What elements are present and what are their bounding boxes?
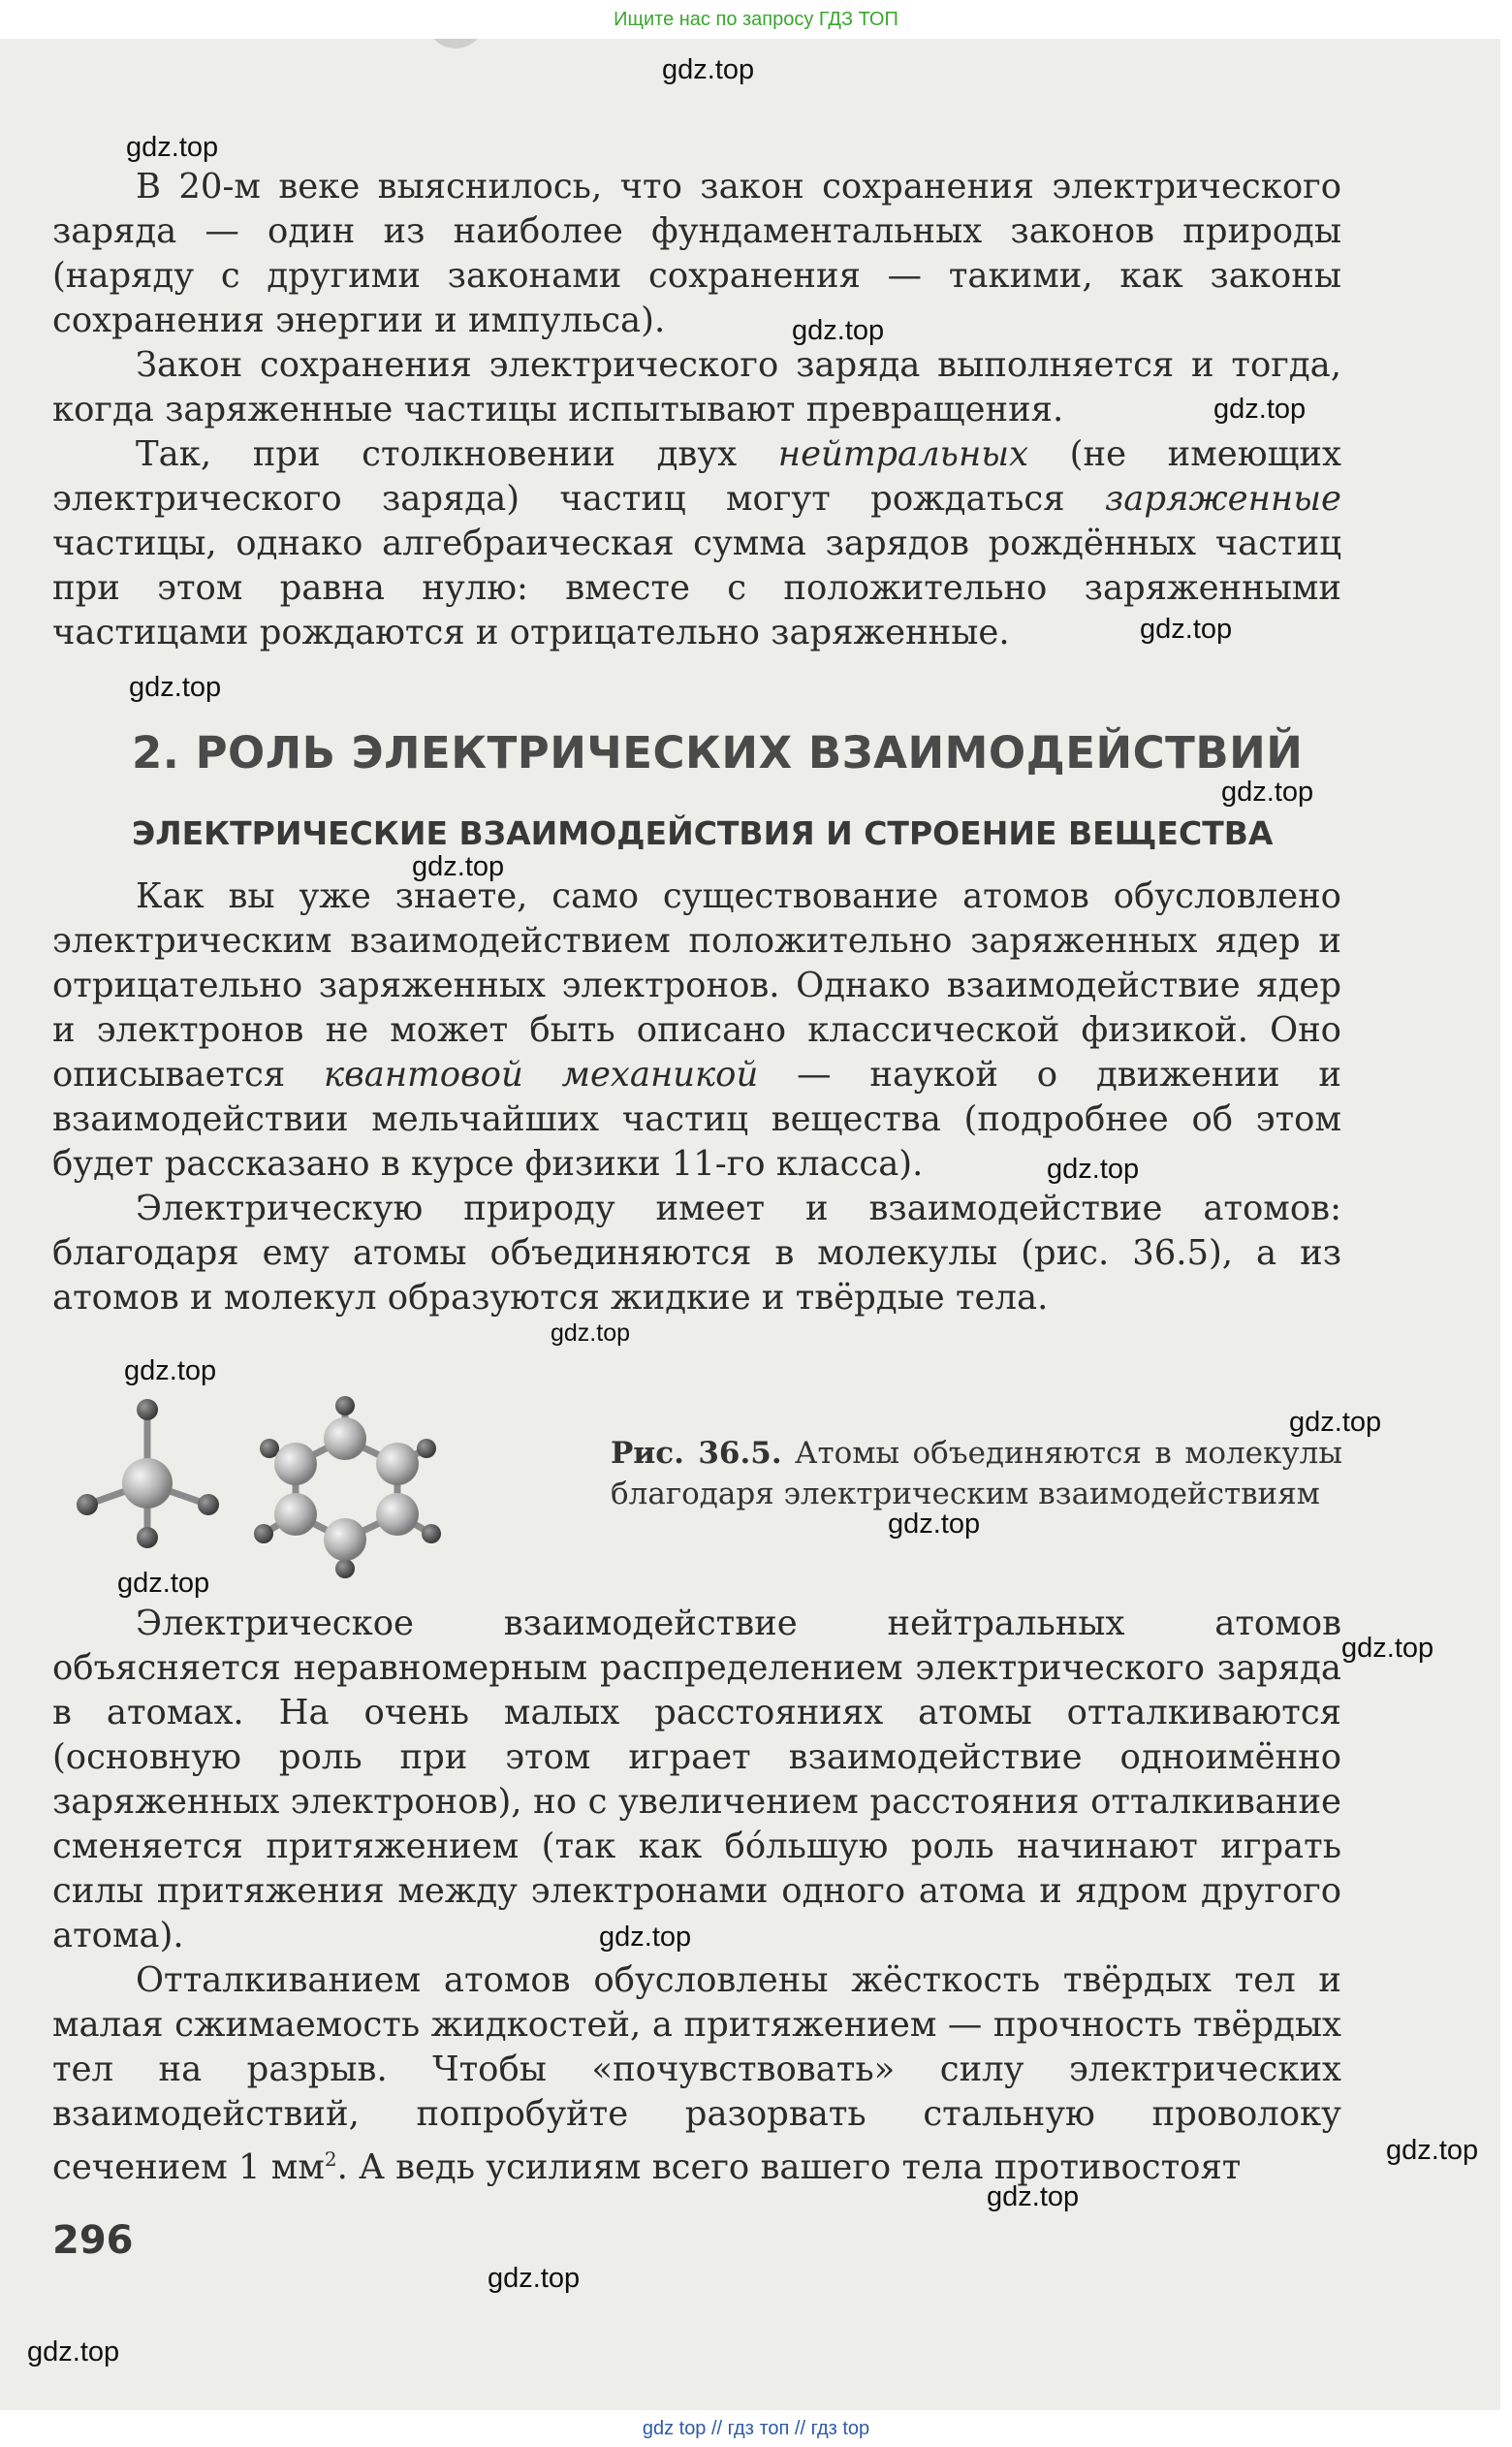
carbon-atom <box>376 1443 419 1485</box>
paragraph-molecules: Электрическую природу имеет и взаимодействие атомов: благодаря ему атомы объединяются в молекулы (рис. 36.5), а из атомов и молекул образуются жидкие и твёрдые тела. <box>52 1189 1341 1318</box>
hydrogen-atom <box>137 1527 158 1548</box>
carbon-atom <box>122 1458 173 1509</box>
watermark: gdz.top <box>888 1509 981 1540</box>
hydrogen-atom <box>254 1524 273 1543</box>
bottom-banner <box>0 2410 1512 2447</box>
molecule-figure <box>58 1367 582 1580</box>
watermark: gdz.top <box>124 1355 217 1386</box>
top-banner-text[interactable]: Ищите нас по запросу ГДЗ ТОП <box>614 9 898 30</box>
hydrogen-atom <box>335 1396 355 1415</box>
watermark: gdz.top <box>792 315 885 346</box>
paragraph-atoms-existence: Как вы уже знаете, само существование атомов обусловлено электрическим взаимодействием положительно заряженных ядер и отрицательно заряженных электронов. Однако взаимодействие ядер и электронов не может быть описано классической физикой. Оно описывается квантовой механикой — наукой о движении и взаимодействии мельчайших частиц вещества (подробнее об этом будет рассказано в курсе физики 11-го класса). <box>52 876 1341 1184</box>
hydrogen-atom <box>422 1524 441 1543</box>
watermark: gdz.top <box>27 2336 120 2368</box>
watermark: gdz.top <box>551 1319 631 1347</box>
watermark: gdz.top <box>1140 614 1233 645</box>
watermark: gdz.top <box>412 851 505 882</box>
figure-label: Рис. 36.5. <box>611 1436 782 1471</box>
carbon-atom <box>324 1417 366 1460</box>
watermark: gdz.top <box>129 672 222 703</box>
hydrogen-atom <box>77 1494 98 1515</box>
section-title: 2. РОЛЬ ЭЛЕКТРИЧЕСКИХ ВЗАИМОДЕЙСТВИЙ <box>132 727 1304 779</box>
paragraph-repulsion: Отталкиванием атомов обусловлены жёсткость твёрдых тел и малая сжимаемость жидкостей, а притяжением — прочность твёрдых тел на разрыв. Чтобы «почувствовать» силу электрических взаимодействий, попробуйте разорвать стальную проволоку сечением 1 $мм^2$. А ведь усилиям всего вашего тела противостоят <box>52 1960 1341 2187</box>
top-banner <box>0 0 1512 39</box>
watermark: gdz.top <box>1386 2135 1479 2166</box>
watermark: gdz.top <box>117 1568 210 1599</box>
watermark: gdz.top <box>126 132 219 163</box>
paragraph-neutral-collision: Так, при столкновении двух нейтральных (не имеющих электрического заряда) частиц могут рождаться заряженные частицы, однако алгебраическая сумма зарядов рождённых частиц при этом равна нулю: вместе с положительно заряженными частицами рождаются и отрицательно заряженные. <box>52 434 1341 652</box>
text-block-interaction <box>52 1602 1341 2190</box>
figure-caption: Рис. 36.5. Атомы объединяются в молекулы благодаря электрическим взаимодействиям <box>611 1436 1342 1511</box>
text-block-structure <box>52 874 1341 1320</box>
watermark: gdz.top <box>488 2263 581 2294</box>
hydrogen-atom <box>417 1439 436 1458</box>
hydrogen-atom <box>335 1559 355 1578</box>
subsection-title: ЭЛЕКТРИЧЕСКИЕ ВЗАИМОДЕЙСТВИЯ И СТРОЕНИЕ ВЕЩЕСТВА <box>132 814 1274 852</box>
watermark: gdz.top <box>1047 1154 1140 1185</box>
paragraph-neutral-atoms: Электрическое взаимодействие нейтральных атомов объясняется неравномерным распределением электрического заряда в атомах. На очень малых расстояниях атомы отталкиваются (основную роль при этом играет взаимодействие одноимённо заряженных электронов), но с увеличением расстояния отталкивание сменяется притяжением (так как бóльшую роль начинают играть силы притяжения между электронами одного атома и ядром другого атома). <box>52 1604 1341 1955</box>
carbon-atom <box>376 1493 419 1536</box>
carbon-atom <box>274 1443 317 1485</box>
page-number: 296 <box>52 2218 134 2263</box>
watermark: gdz.top <box>1221 777 1314 808</box>
paragraph-conservation-law: В 20-м веке выяснилось, что закон сохранения электрического заряда — один из наиболее фундаментальных законов природы (наряду с другими законами сохранения — такими, как законы сохранения энергии и импульса). <box>52 167 1341 340</box>
text-block-conservation <box>52 165 1341 655</box>
watermark: gdz.top <box>1289 1407 1382 1438</box>
page-edge <box>1500 39 1512 2410</box>
watermark: gdz.top <box>1213 394 1307 425</box>
watermark: gdz.top <box>1341 1633 1434 1664</box>
carbon-atom <box>274 1493 317 1536</box>
carbon-atom <box>324 1518 366 1561</box>
watermark: gdz.top <box>599 1922 692 1953</box>
watermark: gdz.top <box>987 2181 1080 2212</box>
watermark: gdz.top <box>662 54 755 85</box>
hydrogen-atom <box>198 1494 219 1515</box>
hydrogen-atom <box>137 1399 158 1420</box>
paragraph-transformations: Закон сохранения электрического заряда выполняется и тогда, когда заряженные частицы испытывают превращения. <box>52 345 1341 429</box>
bottom-banner-text[interactable]: gdz top // гдз топ // гдз top <box>642 2418 870 2439</box>
